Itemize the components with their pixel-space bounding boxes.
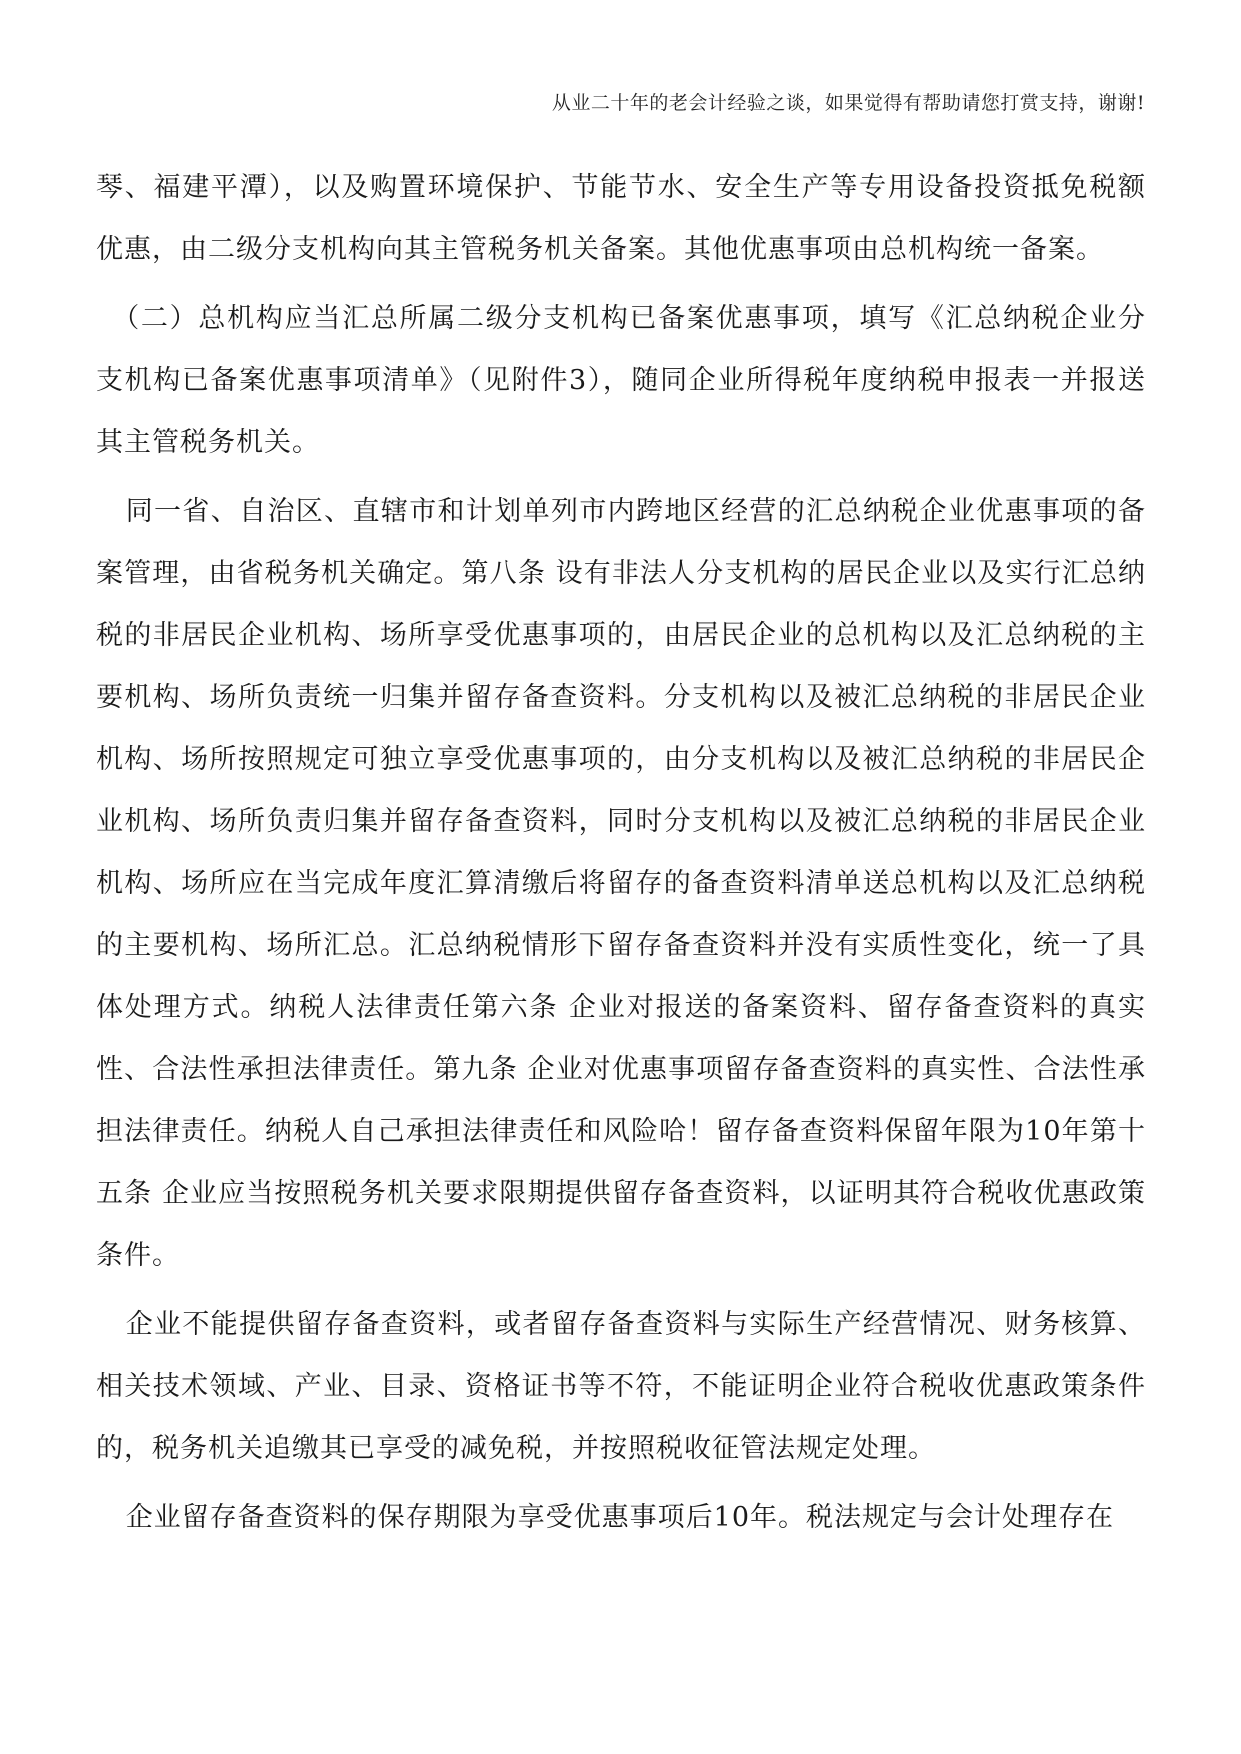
paragraph-3: 同一省、自治区、直辖市和计划单列市内跨地区经营的汇总纳税企业优惠事项的备案管理，由省税务机关确定。第八条 设有非法人分支机构的居民企业以及实行汇总纳税的非居民企业机构、场所享受优惠事项的，由居民企业的总机构以及汇总纳税的主要机构、场所负责统一归集并留存备查资料。分支机构以及被汇总纳税的非居民企业机构、场所按照规定可独立享受优惠事项的，由分支机构以及被汇总纳税的非居民企业机构、场所负责归集并留存备查资料，同时分支机构以及被汇总纳税的非居民企业机构、场所应在当完成年度汇算清缴后将留存的备查资料清单送总机构以及汇总纳税的主要机构、场所汇总。汇总纳税情形下留存备查资料并没有实质性变化，统一了具体处理方式。纳税人法律责任第六条 企业对报送的备案资料、留存备查资料的真实性、合法性承担法律责任。第九条 企业对优惠事项留存备查资料的真实性、合法性承担法律责任。纳税人自己承担法律责任和风险哈！留存备查资料保留年限为10年第十五条 企业应当按照税务机关要求限期提供留存备查资料，以证明其符合税收优惠政策条件。 xyxy=(96,496,1146,1271)
paragraph-1: 琴、福建平潭），以及购置环境保护、节能节水、安全生产等专用设备投资抵免税额优惠，由二级分支机构向其主管税务机关备案。其他优惠事项由总机构统一备案。 xyxy=(96,172,1146,265)
paragraph-4: 企业不能提供留存备查资料，或者留存备查资料与实际生产经营情况、财务核算、相关技术领域、产业、目录、资格证书等不符，不能证明企业符合税收优惠政策条件的，税务机关追缴其已享受的减免税，并按照税收征管法规定处理。 xyxy=(96,1309,1146,1464)
document-body xyxy=(96,157,1146,1556)
page-header-note: 从业二十年的老会计经验之谈，如果觉得有帮助请您打赏支持，谢谢! xyxy=(551,92,1145,114)
paragraph-5: 企业留存备查资料的保存期限为享受优惠事项后10年。税法规定与会计处理存在 xyxy=(125,1502,1115,1533)
paragraph-2: （二）总机构应当汇总所属二级分支机构已备案优惠事项，填写《汇总纳税企业分支机构已备案优惠事项清单》（见附件3），随同企业所得税年度纳税申报表一并报送其主管税务机关。 xyxy=(96,303,1146,458)
